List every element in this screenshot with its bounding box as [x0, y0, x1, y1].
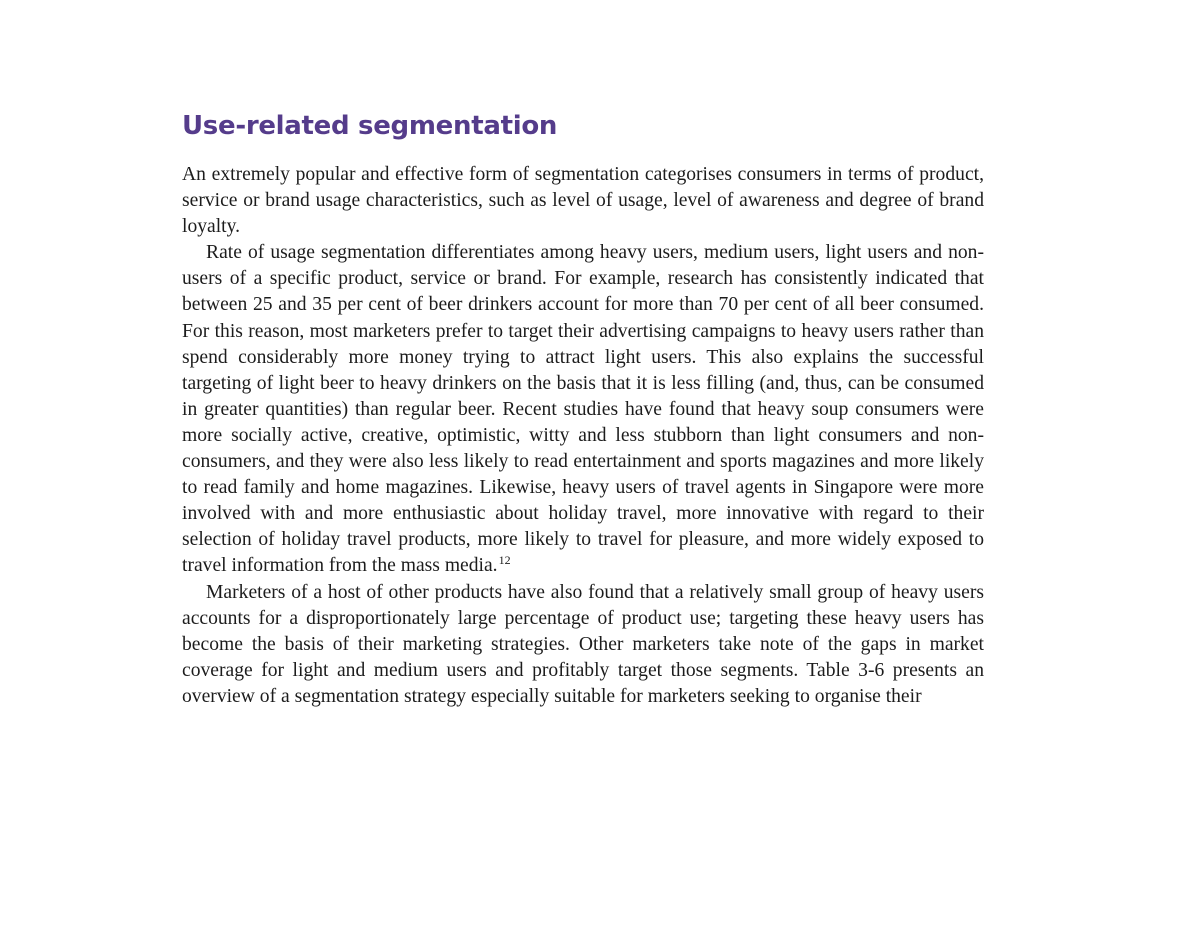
footnote-reference[interactable]: 12	[498, 552, 511, 567]
paragraph-text: Marketers of a host of other products have also found that a relatively small group of heavy users accounts for a disproportionately large percentage of product use; targeting these heavy users has become the basis of their marketing strategies. Other marketers take note of the gaps in market coverage for light and medium users and profitably target those segments. Table 3-6 presents an overview of a segmentation strategy especially suitable for marketers seeking to organise their	[182, 581, 984, 707]
paragraph-intro	[182, 162, 984, 240]
paragraph-text: Rate of usage segmentation differentiates among heavy users, medium users, light users and non-users of a specific product, service or brand. For example, research has consistently indicated that between 25 and 35 per cent of beer drinkers account for more than 70 per cent of all beer consumed. For this reason, most marketers prefer to target their advertising campaigns to heavy users rather than spend considerably more money trying to attract light users. This also explains the successful targeting of light beer to heavy drinkers on the basis that it is less filling (and, thus, can be consumed in greater quantities) than regular beer. Recent studies have found that heavy soup consumers were more socially active, creative, optimistic, witty and less stubborn than light consumers and non-consumers, and they were also less likely to read entertainment and sports magazines and more likely to read family and home magazines. Likewise, heavy users of travel agents in Singapore were more involved with and more enthusiastic about holiday travel, more innovative with regard to their selection of holiday travel products, more likely to travel for pleasure, and more widely exposed to travel information from the mass media.	[182, 242, 984, 577]
document-page	[182, 108, 984, 710]
section-heading: Use-related segmentation	[182, 111, 558, 141]
paragraph-heavy-users	[182, 580, 984, 710]
paragraph-text: An extremely popular and effective form of segmentation categorises consumers in terms of product, service or brand usage characteristics, such as level of usage, level of awareness and degree of brand loyalty.	[182, 164, 984, 238]
paragraph-rate-of-usage	[182, 240, 984, 579]
